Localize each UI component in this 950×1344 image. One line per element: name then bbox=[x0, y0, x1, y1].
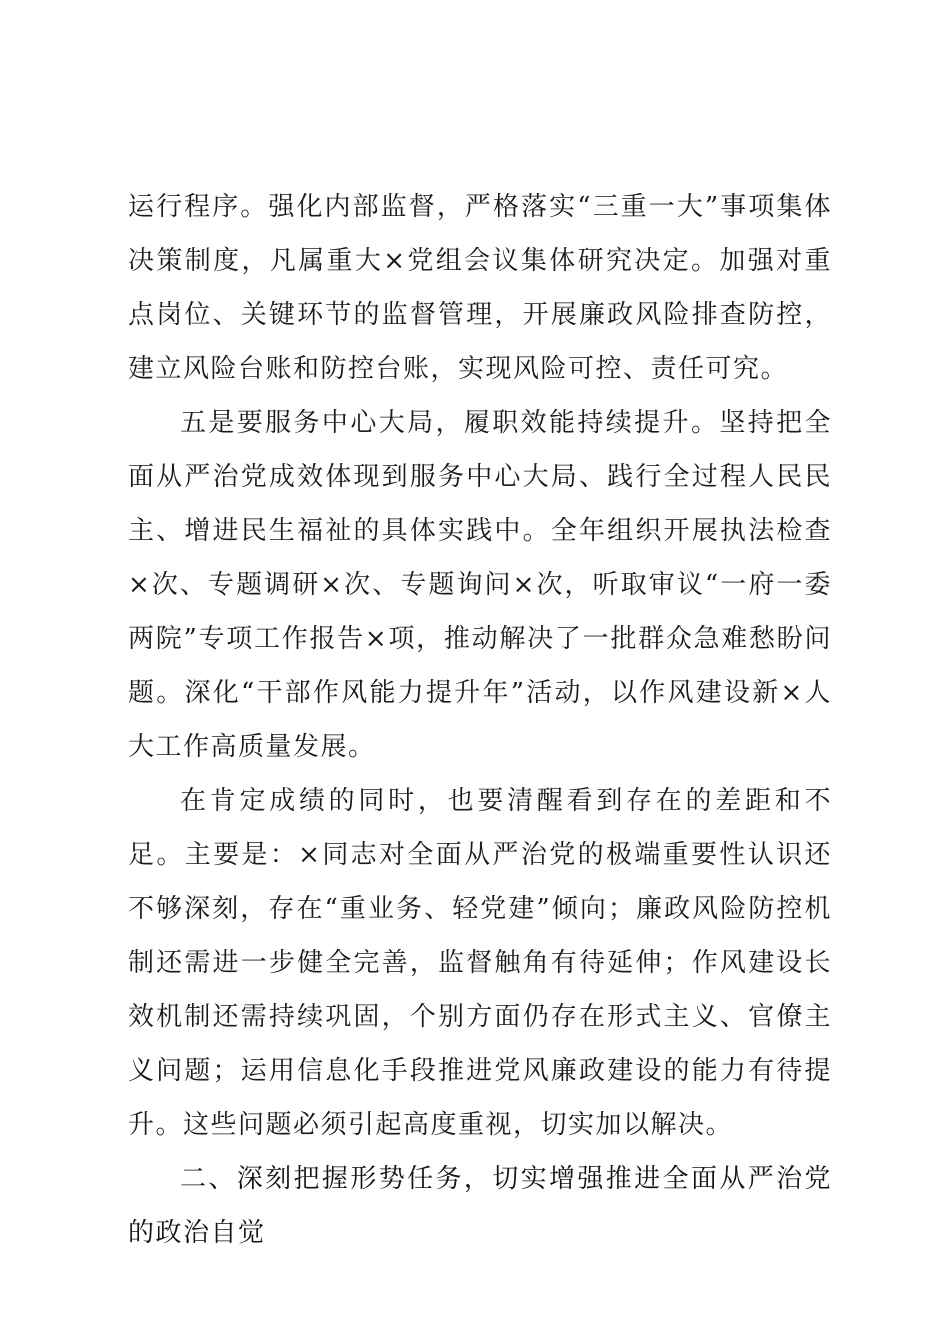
section-heading: 二、深刻把握形势任务，切实增强推进全面从严治党的政治自觉 bbox=[128, 1164, 832, 1248]
paragraph-shortcomings: 在肯定成绩的同时，也要清醒看到存在的差距和不足。主要是：×同志对全面从严治党的极端重要性认识还不够深刻，存在“重业务、轻党建”倾向；廉政风险防控机制还需进一步健全完善，监督触角有待延伸；作风建设长效机制还需持续巩固，个别方面仍存在形式主义、官僚主义问题；运用信息化手段推进党风廉政建设的能力有待提升。这些问题必须引起高度重视，切实加以解决。 bbox=[128, 786, 832, 1140]
paragraph-continuation: 运行程序。强化内部监督，严格落实“三重一大”事项集体决策制度，凡属重大×党组会议集体研究决定。加强对重点岗位、关键环节的监督管理，开展廉政风险排查防控，建立风险台账和防控台账，实现风险可控、责任可究。 bbox=[128, 192, 832, 384]
document-body bbox=[128, 180, 832, 1260]
paragraph-service-center: 五是要服务中心大局，履职效能持续提升。坚持把全面从严治党成效体现到服务中心大局、践行全过程人民民主、增进民生福祉的具体实践中。全年组织开展执法检查×次、专题调研×次、专题询问×次，听取审议“一府一委两院”专项工作报告×项，推动解决了一批群众急难愁盼问题。深化“干部作风能力提升年”活动，以作风建设新×人大工作高质量发展。 bbox=[128, 408, 832, 762]
